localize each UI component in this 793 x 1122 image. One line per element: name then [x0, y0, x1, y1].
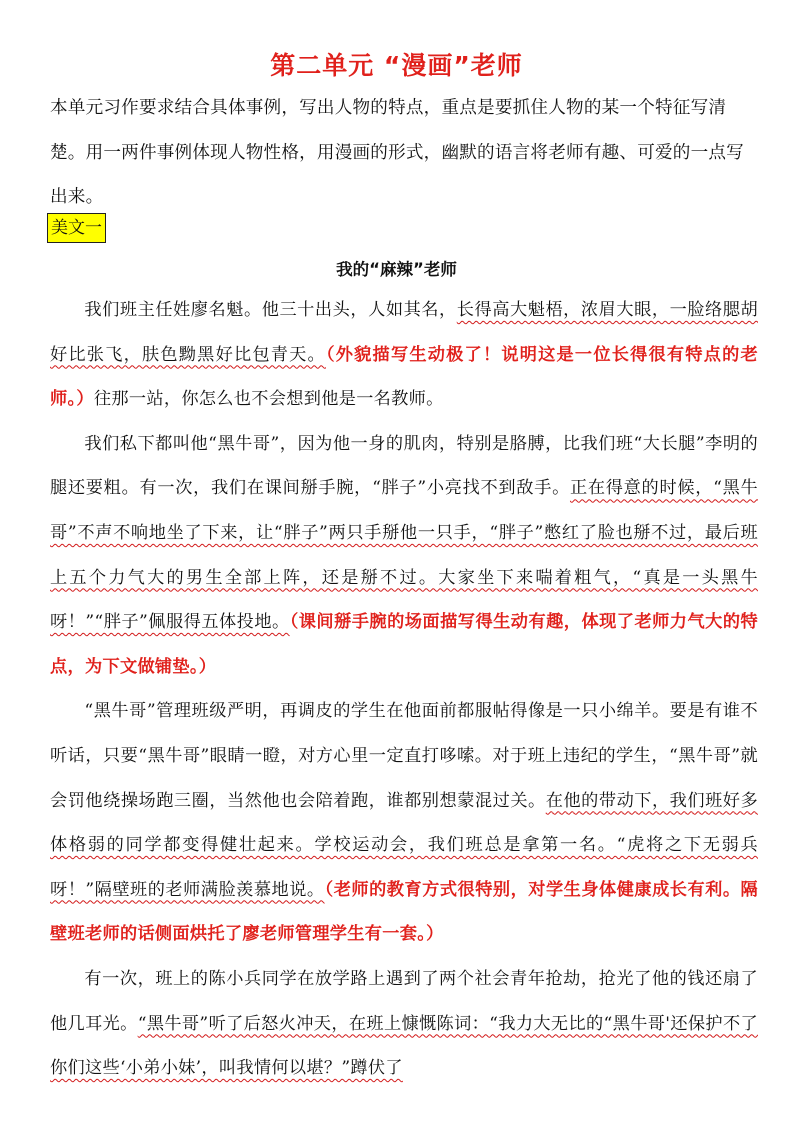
- comment: （外貌描写生动极了！说明这是一位长得很有特点的老师。）: [50, 344, 758, 410]
- underlined-text: “黑牛哥”听了后怒火冲天，在班上慷慨陈词：“我力大无比的“黑牛哥'还保护不了你们这些‘小弟小妹’，叫我情何以堪？”蹲伏了: [50, 1013, 758, 1079]
- body-text: 有一次，班上的陈小兵同学在放学路上遇到了两个社会青年抢劫，抢光了他的钱还扇了他几耳光。: [50, 968, 758, 1034]
- body-text: “黑牛哥”管理班级严明，再调皮的学生在他面前都服帖得像是一只小绵羊。要是有谁不听话，只要“黑牛哥”眼睛一瞪，对方心里一定直打哆嗦。对于班上违纪的学生，“黑牛哥”就会罚他绕操场跑三圈，当然他也会陪着跑，谁都别想蒙混过关。: [50, 701, 758, 811]
- essay-body: [50, 288, 758, 1091]
- underlined-text: 长得高大魁梧，浓眉大眼，一脸络腮胡好比张飞，肤色黝黑好比包青天。: [50, 300, 758, 365]
- essay-title: 我的“麻辣”老师: [336, 260, 457, 279]
- paragraph: [50, 957, 758, 1091]
- underlined-text: 在他的带动下，我们班好多体格弱的同学都变得健壮起来。学校运动会，我们班总是拿第一名。“虎将之下无弱兵呀！”隔壁班的老师满脸羡慕地说。: [50, 790, 758, 900]
- body-text: 往那一站，你怎么也不会想到他是一名教师。: [93, 389, 444, 410]
- body-text: 我们班主任姓廖名魁。他三十出头，人如其名，: [84, 300, 457, 320]
- unit-intro: 本单元习作要求结合具体事例，写出人物的特点，重点是要抓住人物的某一个特征写清楚。用一两件事例体现人物性格，用漫画的形式，幽默的语言将老师有趣、可爱的一点写出来。: [50, 98, 744, 207]
- essay-tag: 美文一: [47, 213, 106, 243]
- paragraph: [50, 422, 758, 690]
- underlined-text: 正在得意的时候，“黑牛哥”不声不响地坐了下来，让“胖子”两只手掰他一只手，“胖子”憋红了脸也掰不过，最后班上五个力气大的男生全部上阵，还是掰不过。大家坐下来喘着粗气，“真是一头黑牛呀！”“胖子”佩服得五体投地。: [50, 478, 758, 633]
- page-title: 第二单元 “漫画”老师: [270, 51, 523, 80]
- comment: （课间掰手腕的场面描写得生动有趣，体现了老师力气大的特点，为下文做铺垫。）: [50, 612, 758, 677]
- paragraph: [50, 288, 758, 422]
- body-text: 我们私下都叫他“黑牛哥”，因为他一身的肌肉，特别是胳膊，比我们班“大长腿”李明的腿还要粗。有一次，我们在课间掰手腕，“胖子”小亮找不到敌手。: [50, 433, 758, 499]
- comment: （老师的教育方式很特别，对学生身体健康成长有利。隔壁班老师的话侧面烘托了廖老师管理学生有一套。）: [50, 879, 758, 945]
- paragraph: [50, 689, 758, 957]
